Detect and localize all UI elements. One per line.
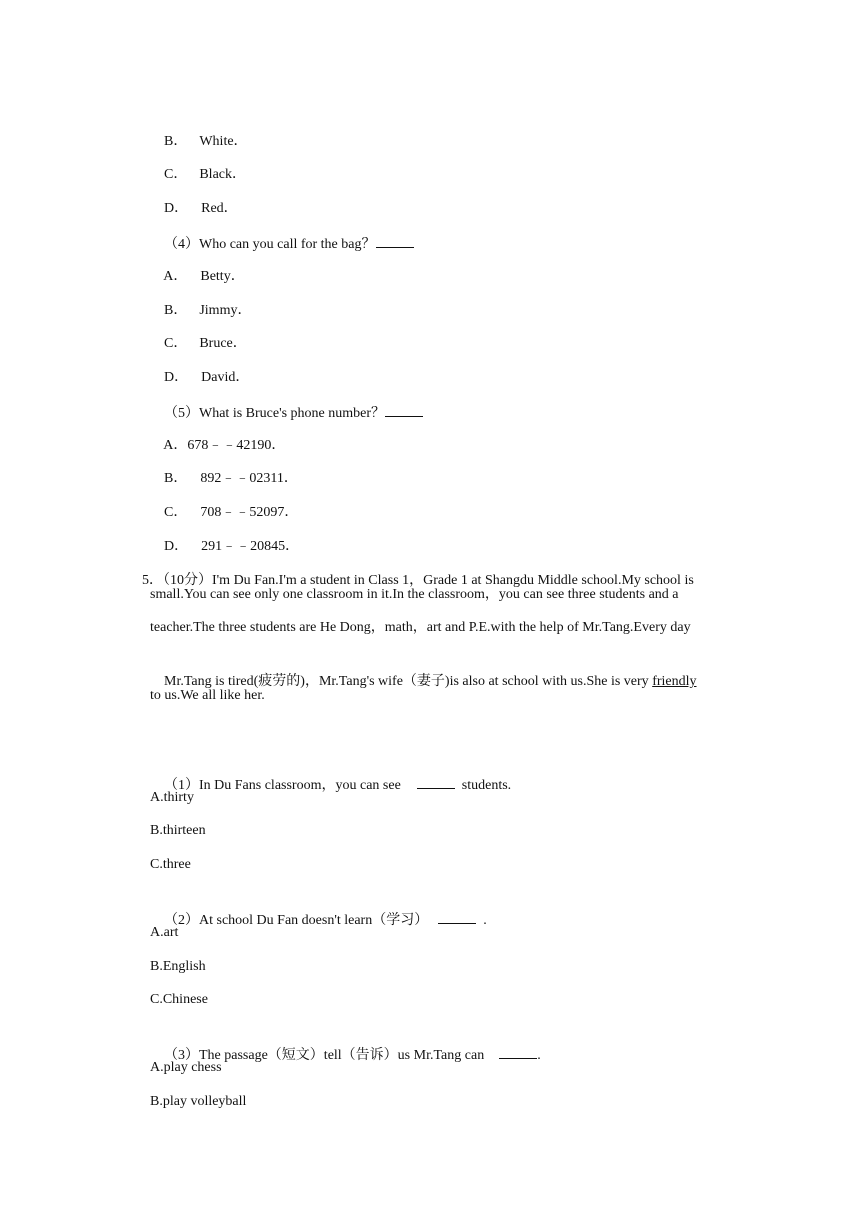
question-text: （3）The passage（短文）tell（告诉）us Mr.Tang can — [164, 1048, 485, 1063]
answer-blank[interactable] — [438, 909, 476, 924]
option-text: 708﹣﹣52097． — [200, 505, 299, 520]
passage-line-2: small.You can see only one classroom in it.In the classroom，you can see three students and a — [150, 587, 679, 602]
option-letter: D． — [164, 201, 189, 216]
passage-line-5: to us.We all like her. — [150, 688, 265, 703]
option-text: David． — [201, 370, 250, 385]
question-text: （2）At school Du Fan doesn't learn（学习） — [164, 913, 429, 928]
question-score: （10分） — [163, 573, 212, 588]
option-text: Red． — [201, 201, 238, 216]
option-text: 678﹣﹣42190． — [187, 438, 286, 453]
passage-line-3: teacher.The three students are He Dong，math，art and P.E.with the help of Mr.Tang.Every day — [150, 620, 691, 635]
option-letter: B． — [164, 303, 188, 318]
q5-1-option-b: B.thirteen — [150, 823, 206, 838]
q5-1-stem — [150, 754, 511, 816]
question-number: 5． — [142, 573, 163, 588]
question-text-after: students. — [461, 778, 512, 793]
option-text: White． — [199, 134, 248, 149]
option-letter: B． — [164, 134, 188, 149]
option-text: Bruce． — [199, 336, 247, 351]
question-text: （5）What is Bruce's phone number？ — [164, 406, 386, 421]
q5-3-option-a: A.play chess — [150, 1060, 222, 1075]
q5-1-option-a: A.thirty — [150, 790, 194, 805]
question-text: （1）In Du Fans classroom，you can see — [164, 778, 401, 793]
answer-blank[interactable] — [385, 402, 423, 417]
option-letter: A． — [163, 269, 188, 284]
option-letter: A． — [163, 438, 188, 453]
option-letter: D． — [164, 370, 189, 385]
passage-line-1: I'm Du Fan.I'm a student in Class 1，Grade 1 at Shangdu Middle school.My school is — [212, 573, 694, 588]
option-letter: D． — [164, 539, 189, 554]
answer-blank[interactable] — [499, 1044, 537, 1059]
q5-3-option-b: B.play volleyball — [150, 1094, 247, 1109]
answer-blank[interactable] — [376, 233, 414, 248]
option-letter: C． — [164, 505, 188, 520]
option-letter: C． — [164, 167, 188, 182]
passage-line-4-text: Mr.Tang is tired(疲劳的)，Mr.Tang's wife（妻子)is also at school with us.She is very — [164, 674, 653, 689]
question-text-after: . — [537, 1048, 541, 1063]
option-text: Black． — [199, 167, 246, 182]
answer-blank[interactable] — [417, 774, 455, 789]
option-text: Betty． — [200, 269, 245, 284]
question-text-after: . — [483, 913, 487, 928]
option-letter: C． — [164, 336, 188, 351]
q5-1-option-c: C.three — [150, 857, 191, 872]
q5-2-option-c: C.Chinese — [150, 992, 208, 1007]
option-text: 291﹣﹣20845． — [201, 539, 300, 554]
underlined-word: friendly — [652, 674, 697, 689]
q5-2-option-a: A.art — [150, 925, 179, 940]
option-text: 892﹣﹣02311． — [200, 471, 298, 486]
q5-2-option-b: B.English — [150, 959, 206, 974]
option-text: Jimmy． — [199, 303, 252, 318]
option-letter: B． — [164, 471, 188, 486]
q5-2-stem — [150, 889, 487, 951]
question-text: （4）Who can you call for the bag？ — [164, 237, 376, 252]
